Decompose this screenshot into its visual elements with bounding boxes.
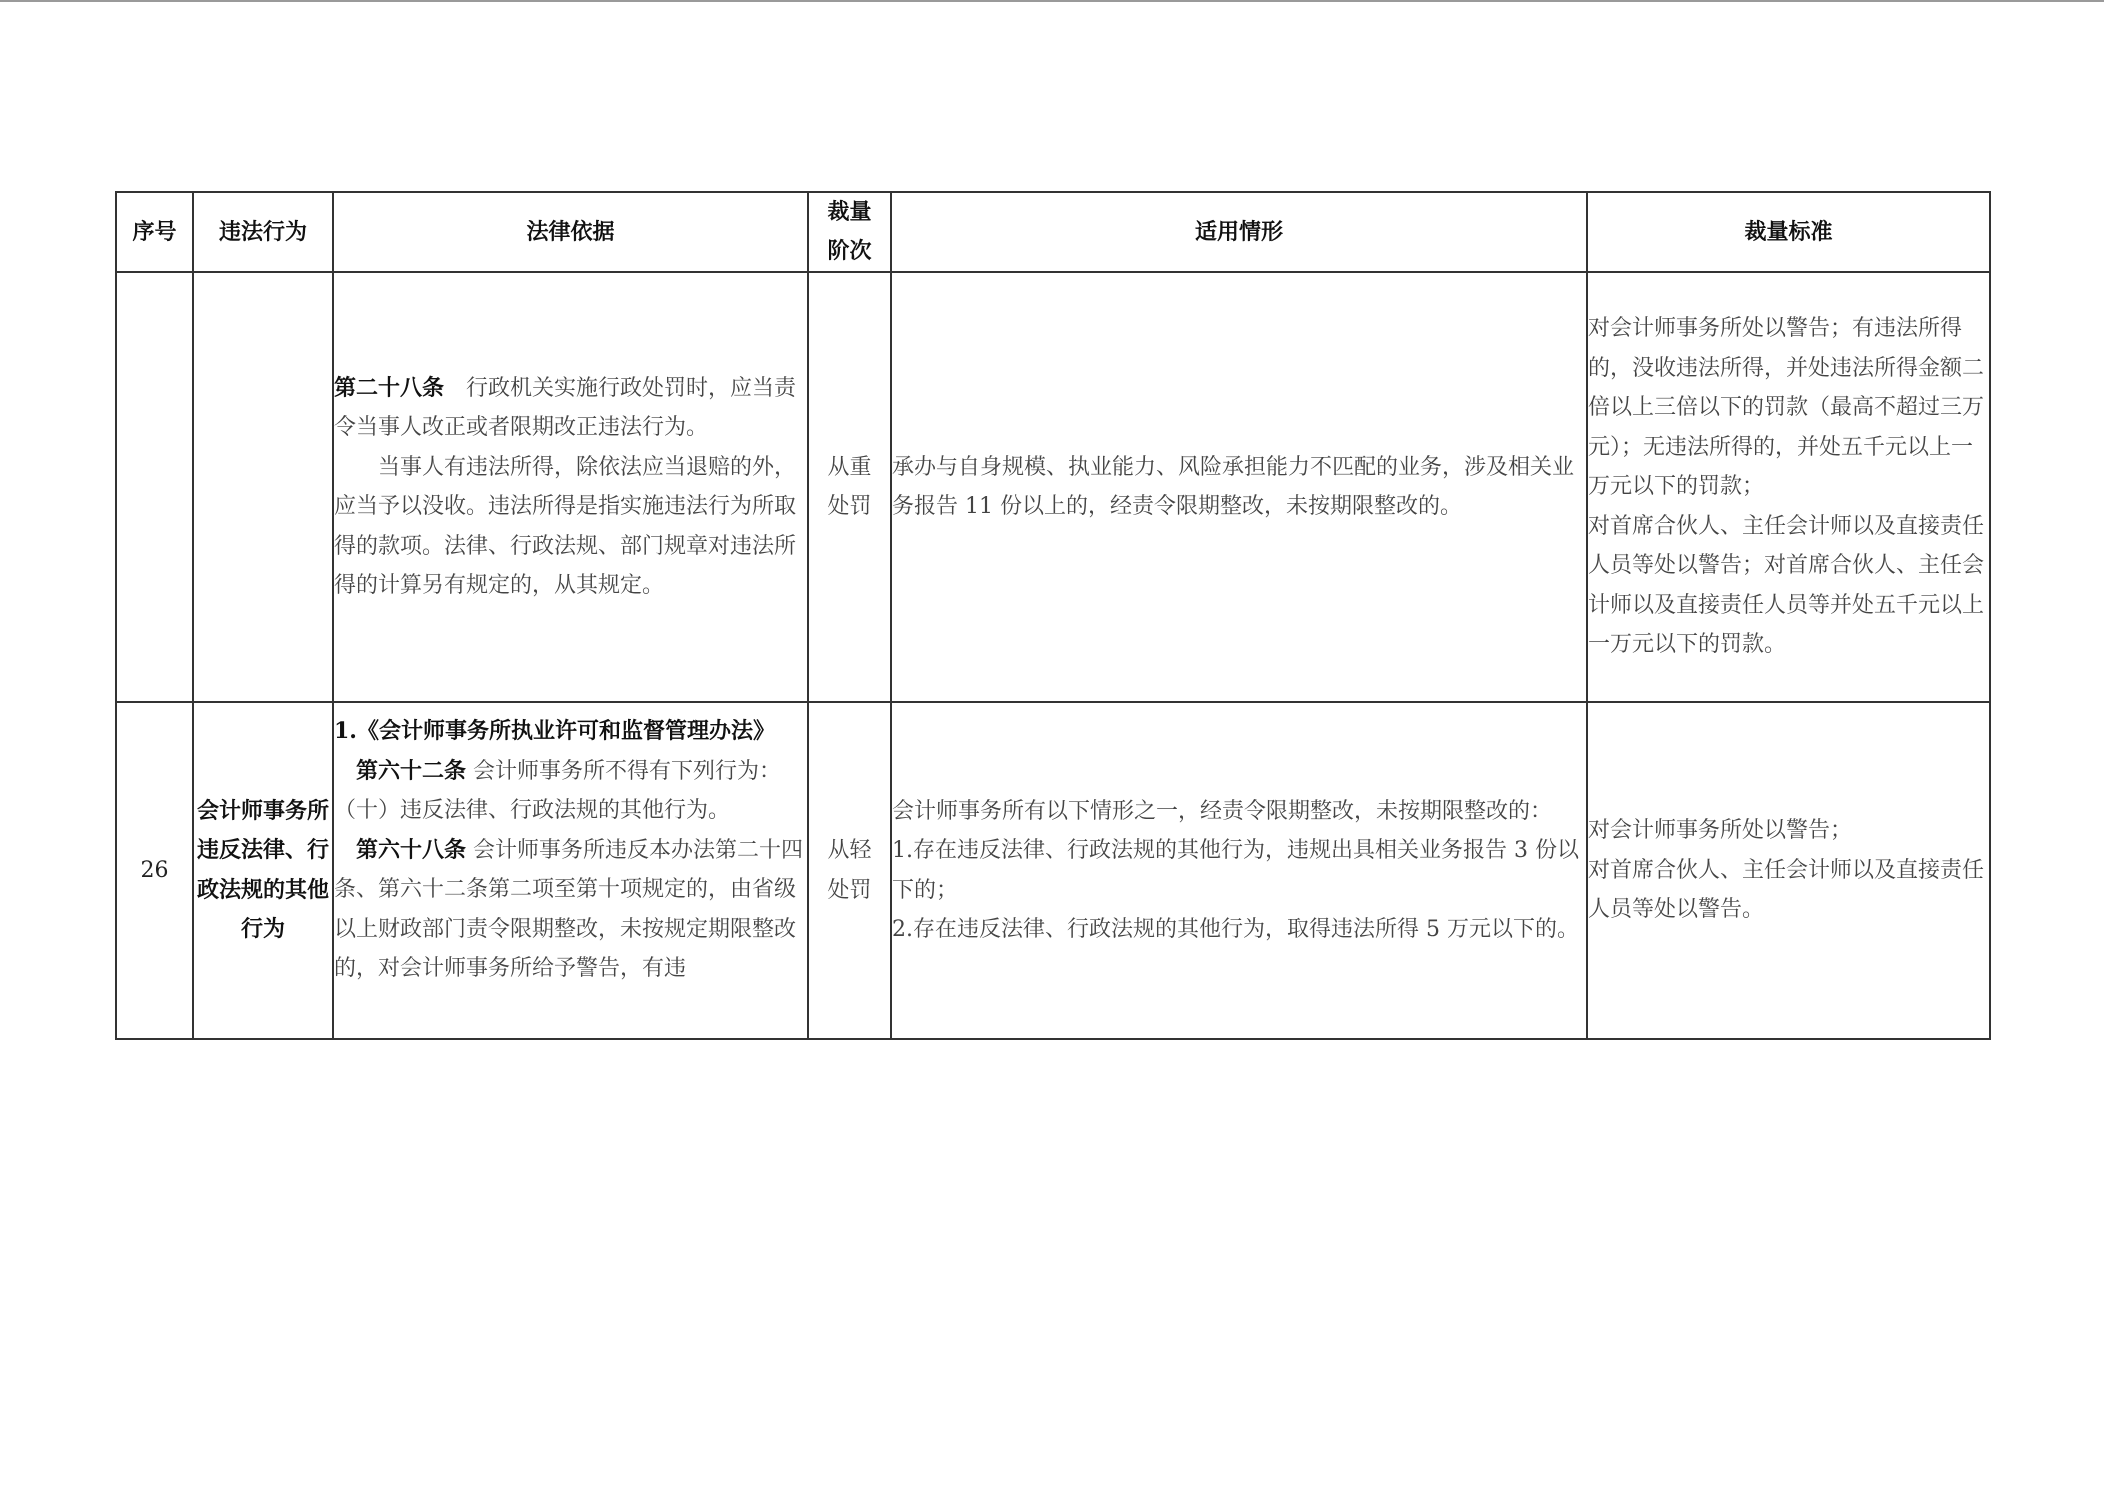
discretion-standards-table (115, 191, 1991, 1040)
standard-line: 对首席合伙人、主任会计师以及直接责任人员等处以警告。 (1588, 857, 1985, 923)
cell-legal-basis (333, 272, 808, 702)
level-line1: 从重 (827, 454, 872, 480)
cell-discretion-level (808, 702, 891, 1039)
cell-discretion-standard (1587, 702, 1990, 1039)
cell-legal-basis (333, 702, 808, 1039)
header-level-line1: 裁量 (827, 199, 872, 225)
law-paragraph: （十）违反法律、行政法规的其他行为。 (334, 798, 731, 823)
level-line2: 处罚 (827, 494, 872, 519)
header-discretion-level (808, 192, 891, 272)
cell-illegal-act: 会计师事务所违反法律、行政法规的其他行为 (193, 702, 333, 1039)
page-top-rule (0, 0, 2104, 2)
legal-basis-text (334, 705, 807, 1036)
law-paragraph: 当事人有违法所得，除依法应当退赔的外，应当予以没收。违法所得是指实施违法行为所取得的款项。法律、行政法规、部门规章对违法所得的计算另有规定的，从其规定。 (334, 454, 797, 598)
table-row (116, 702, 1990, 1039)
cell-discretion-level (808, 272, 891, 702)
standard-line: 对首席合伙人、主任会计师以及直接责任人员等处以警告；对首席合伙人、主任会计师以及直接责任人员等并处五千元以上一万元以下的罚款。 (1588, 513, 1985, 658)
level-line1: 从轻 (827, 838, 872, 863)
article-text: 会计师事务所违反本办法第二十四条、第六十二条第二项至第十项规定的，由省级以上财政部门责令限期整改，未按规定期限整改的，对会计师事务所给予警告，有违 (334, 837, 804, 981)
header-applicable-situation: 适用情形 (891, 192, 1587, 272)
law-paragraph (334, 369, 807, 448)
header-level-line2: 阶次 (827, 238, 872, 264)
cell-seq: 26 (116, 702, 193, 1039)
header-discretion-standard: 裁量标准 (1587, 192, 1990, 272)
situation-line: 1.存在违反法律、行政法规的其他行为，违规出具相关业务报告 3 份以下的； (892, 838, 1579, 903)
table-header-row (116, 192, 1990, 272)
law-paragraph (334, 752, 807, 792)
header-legal-basis: 法律依据 (333, 192, 808, 272)
cell-illegal-act (193, 272, 333, 702)
situation-line: 2.存在违反法律、行政法规的其他行为，取得违法所得 5 万元以下的。 (892, 917, 1579, 942)
cell-discretion-standard (1587, 272, 1990, 702)
regulation-title: 1.《会计师事务所执业许可和监督管理办法》 (334, 718, 775, 744)
article-heading: 第二十八条 (334, 374, 445, 401)
standard-line: 对会计师事务所处以警告； (1588, 818, 1853, 844)
article-text: 会计师事务所不得有下列行为： (466, 758, 782, 784)
cell-applicable-situation (891, 272, 1587, 702)
article-heading: 第六十八条 (356, 836, 467, 863)
law-paragraph (334, 831, 807, 989)
situation-line: 承办与自身规模、执业能力、风险承担能力不匹配的业务，涉及相关业务报告 11 份以上的，经责令限期整改，未按期限整改的。 (892, 454, 1575, 519)
level-line2: 处罚 (827, 877, 872, 903)
situation-line: 会计师事务所有以下情形之一，经责令限期整改，未按期限整改的： (892, 798, 1553, 824)
article-heading: 第六十二条 (356, 757, 467, 784)
article-text: 行政机关实施行政处罚时，应当责令当事人改正或者限期改正违法行为。 (334, 375, 797, 440)
standard-line: 对会计师事务所处以警告；有违法所得的，没收违法所得，并处违法所得金额二倍以上三倍以下的罚款（最高不超过三万元）；无违法所得的，并处五千元以上一万元以下的罚款； (1588, 316, 1985, 500)
header-seq: 序号 (116, 192, 193, 272)
cell-applicable-situation (891, 702, 1587, 1039)
table-row (116, 272, 1990, 702)
cell-seq (116, 272, 193, 702)
header-illegal-act: 违法行为 (193, 192, 333, 272)
